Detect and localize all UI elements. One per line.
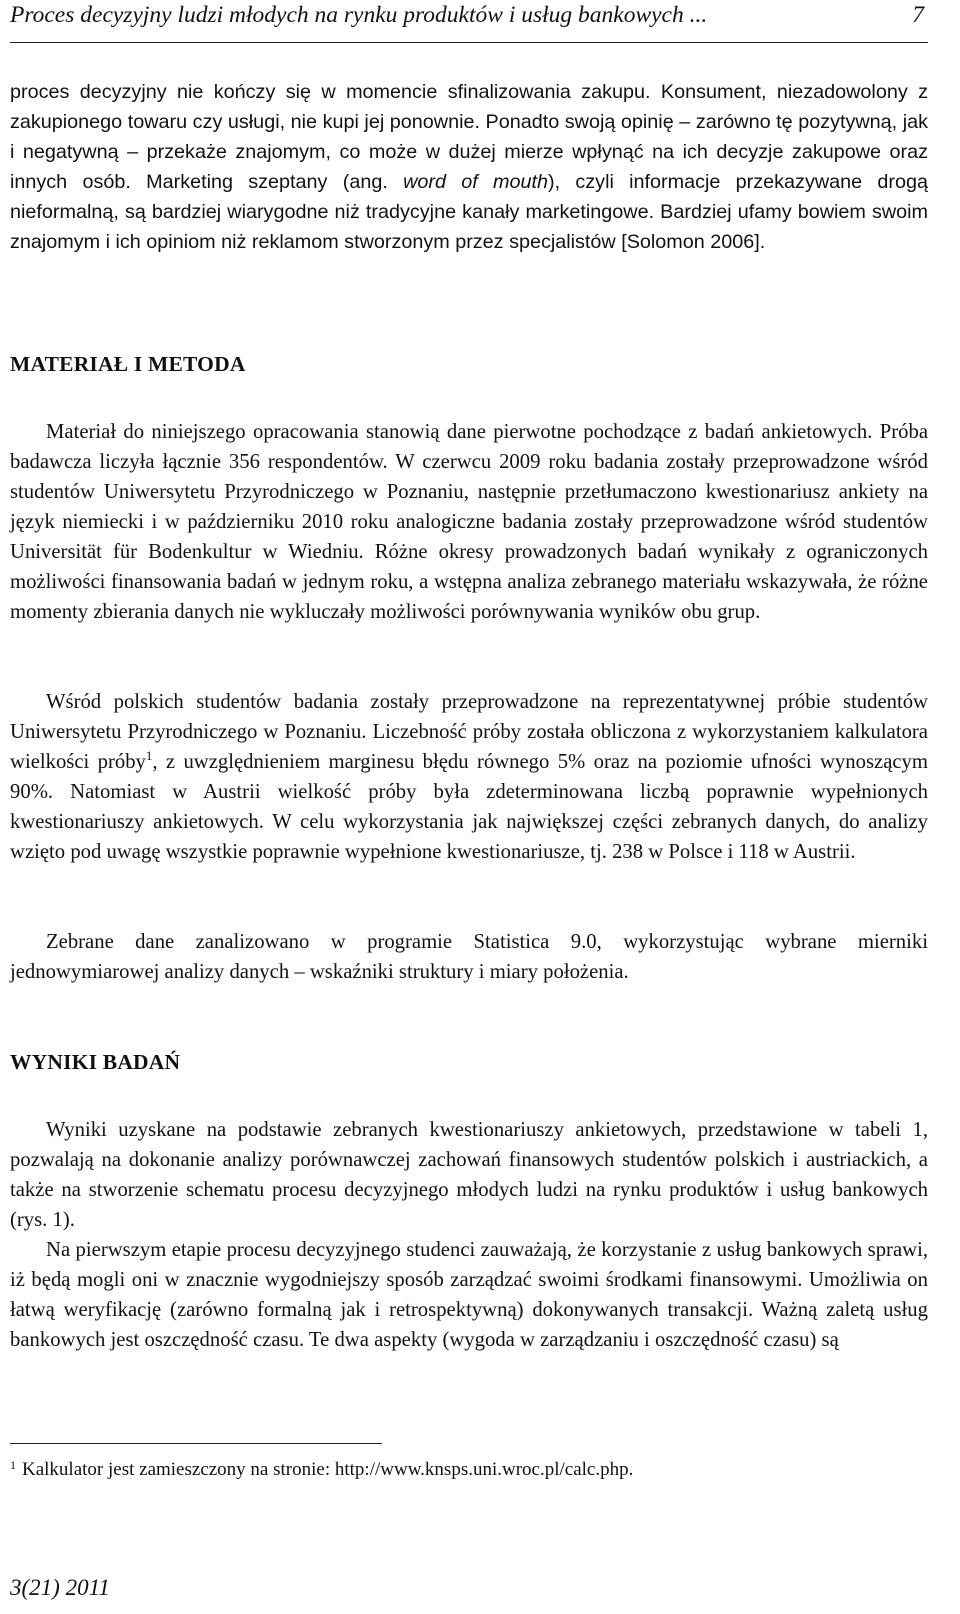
section2-paragraph-1: Wyniki uzyskane na podstawie zebranych kwestionariuszy ankietowych, przedstawione w tabeli 1, pozwalają na dokonanie analizy porównawczej zachowań finansowych studentów polskich i austriackich, a także na stworzenie schematu procesu decyzyjnego młodych ludzi na rynku produktów i usług bankowych (rys. 1). [10, 1119, 928, 1231]
section-heading-material: MATERIAŁ I METODA [10, 352, 246, 376]
section2-paragraph-2: Na pierwszym etapie procesu decyzyjnego studenci zauważają, że korzystanie z usług bankowych sprawi, iż będą mogli oni w znacznie wygodniejszy sposób zarządzać swoimi środkami finansowymi. Umożliwia on łatwą weryfikację (zarówno formalną jak i retrospektywną) dokonywanych transakcji. Ważną zaletą usług bankowych jest oszczędność czasu. Te dwa aspekty (wygoda w zarządzaniu i oszczędność czasu) są [10, 1239, 928, 1351]
issue-footer: 3(21) 2011 [10, 1575, 110, 1600]
footnote-divider [10, 1443, 382, 1444]
page-number: 7 [912, 2, 924, 28]
section1-paragraph-1: Materiał do niniejszego opracowania stanowią dane pierwotne pochodzące z badań ankietowych. Próba badawcza liczyła łącznie 356 respondentów. W czerwcu 2009 roku badania zostały przeprowadzone wśród studentów Uniwersytetu Przyrodniczego w Poznaniu, następnie przetłumaczono kwestionariusz ankiety na język niemiecki i w październiku 2010 roku analogiczne badania zostały przeprowadzone wśród studentów Universität für Bodenkultur w Wiedniu. Różne okresy prowadzonych badań wynikały z ograniczonych możliwości finansowania badań w jednym roku, a wstępna analiza zebranego materiału wskazywała, że różne momenty zbierania danych nie wykluczały możliwości porównywania wyników obu grup. [10, 421, 928, 623]
section1-paragraph-3: Zebrane dane zanalizowano w programie Statistica 9.0, wykorzystując wybrane mierniki jednowymiarowej analizy danych – wskaźniki struktury i miary położenia. [10, 931, 928, 983]
footnote-marker: 1 [10, 1458, 16, 1472]
section1-paragraph-2 [10, 687, 928, 867]
footnote-text: Kalkulator jest zamieszczony na stronie: http://www.knsps.uni.wroc.pl/calc.php. [22, 1459, 634, 1480]
section1-p2-text-b: , z uwzględnieniem marginesu błędu równego 5% oraz na poziomie ufności wynoszącym 90%. Natomiast w Austrii wielkość próby była zdeterminowana liczbą poprawnie wypełnionych kwestionariuszy ankietowych. W celu wykorzystania jak największej części zebranych danych, do analizy wzięto pod uwagę wszystkie poprawnie wypełnione kwestionariusze, tj. 238 w Polsce i 118 w Austrii. [10, 751, 928, 863]
running-header-title: Proces decyzyjny ludzi młodych na rynku produktów i usług bankowych ... [10, 2, 708, 28]
intro-text-b: ), czyli informacje przekazywane drogą nieformalną, są bardziej wiarygodne niż tradycyjne kanały marketingowe. Bardziej ufamy bowiem swoim znajomym i ich opiniom niż reklamom stworzonym przez specjalistów [Solomon 2006]. [10, 171, 928, 253]
section-heading-results: WYNIKI BADAŃ [10, 1050, 181, 1074]
intro-italic-term: word of mouth [403, 171, 549, 193]
footnote-reference[interactable]: 1 [145, 748, 153, 764]
section1-p2-text-a: Wśród polskich studentów badania zostały przeprowadzone na reprezentatywnej próbie studentów Uniwersytetu Przyrodniczego w Poznaniu. Liczebność próby została obliczona z wykorzystaniem kalkulatora wielkości próby [10, 691, 928, 773]
intro-text-a: proces decyzyjny nie kończy się w momencie sfinalizowania zakupu. Konsument, niezadowolony z zakupionego towaru czy usługi, nie kupi jej ponownie. Ponadto swoją opinię – zarówno tę pozytywną, jak i negatywną – przekaże znajomym, co może w dużej mierze wpłynąć na ich decyzje zakupowe oraz innych osób. Marketing szeptany (ang. [10, 81, 928, 193]
footnote [10, 1459, 928, 1481]
intro-paragraph [10, 77, 928, 257]
running-header [10, 0, 928, 43]
